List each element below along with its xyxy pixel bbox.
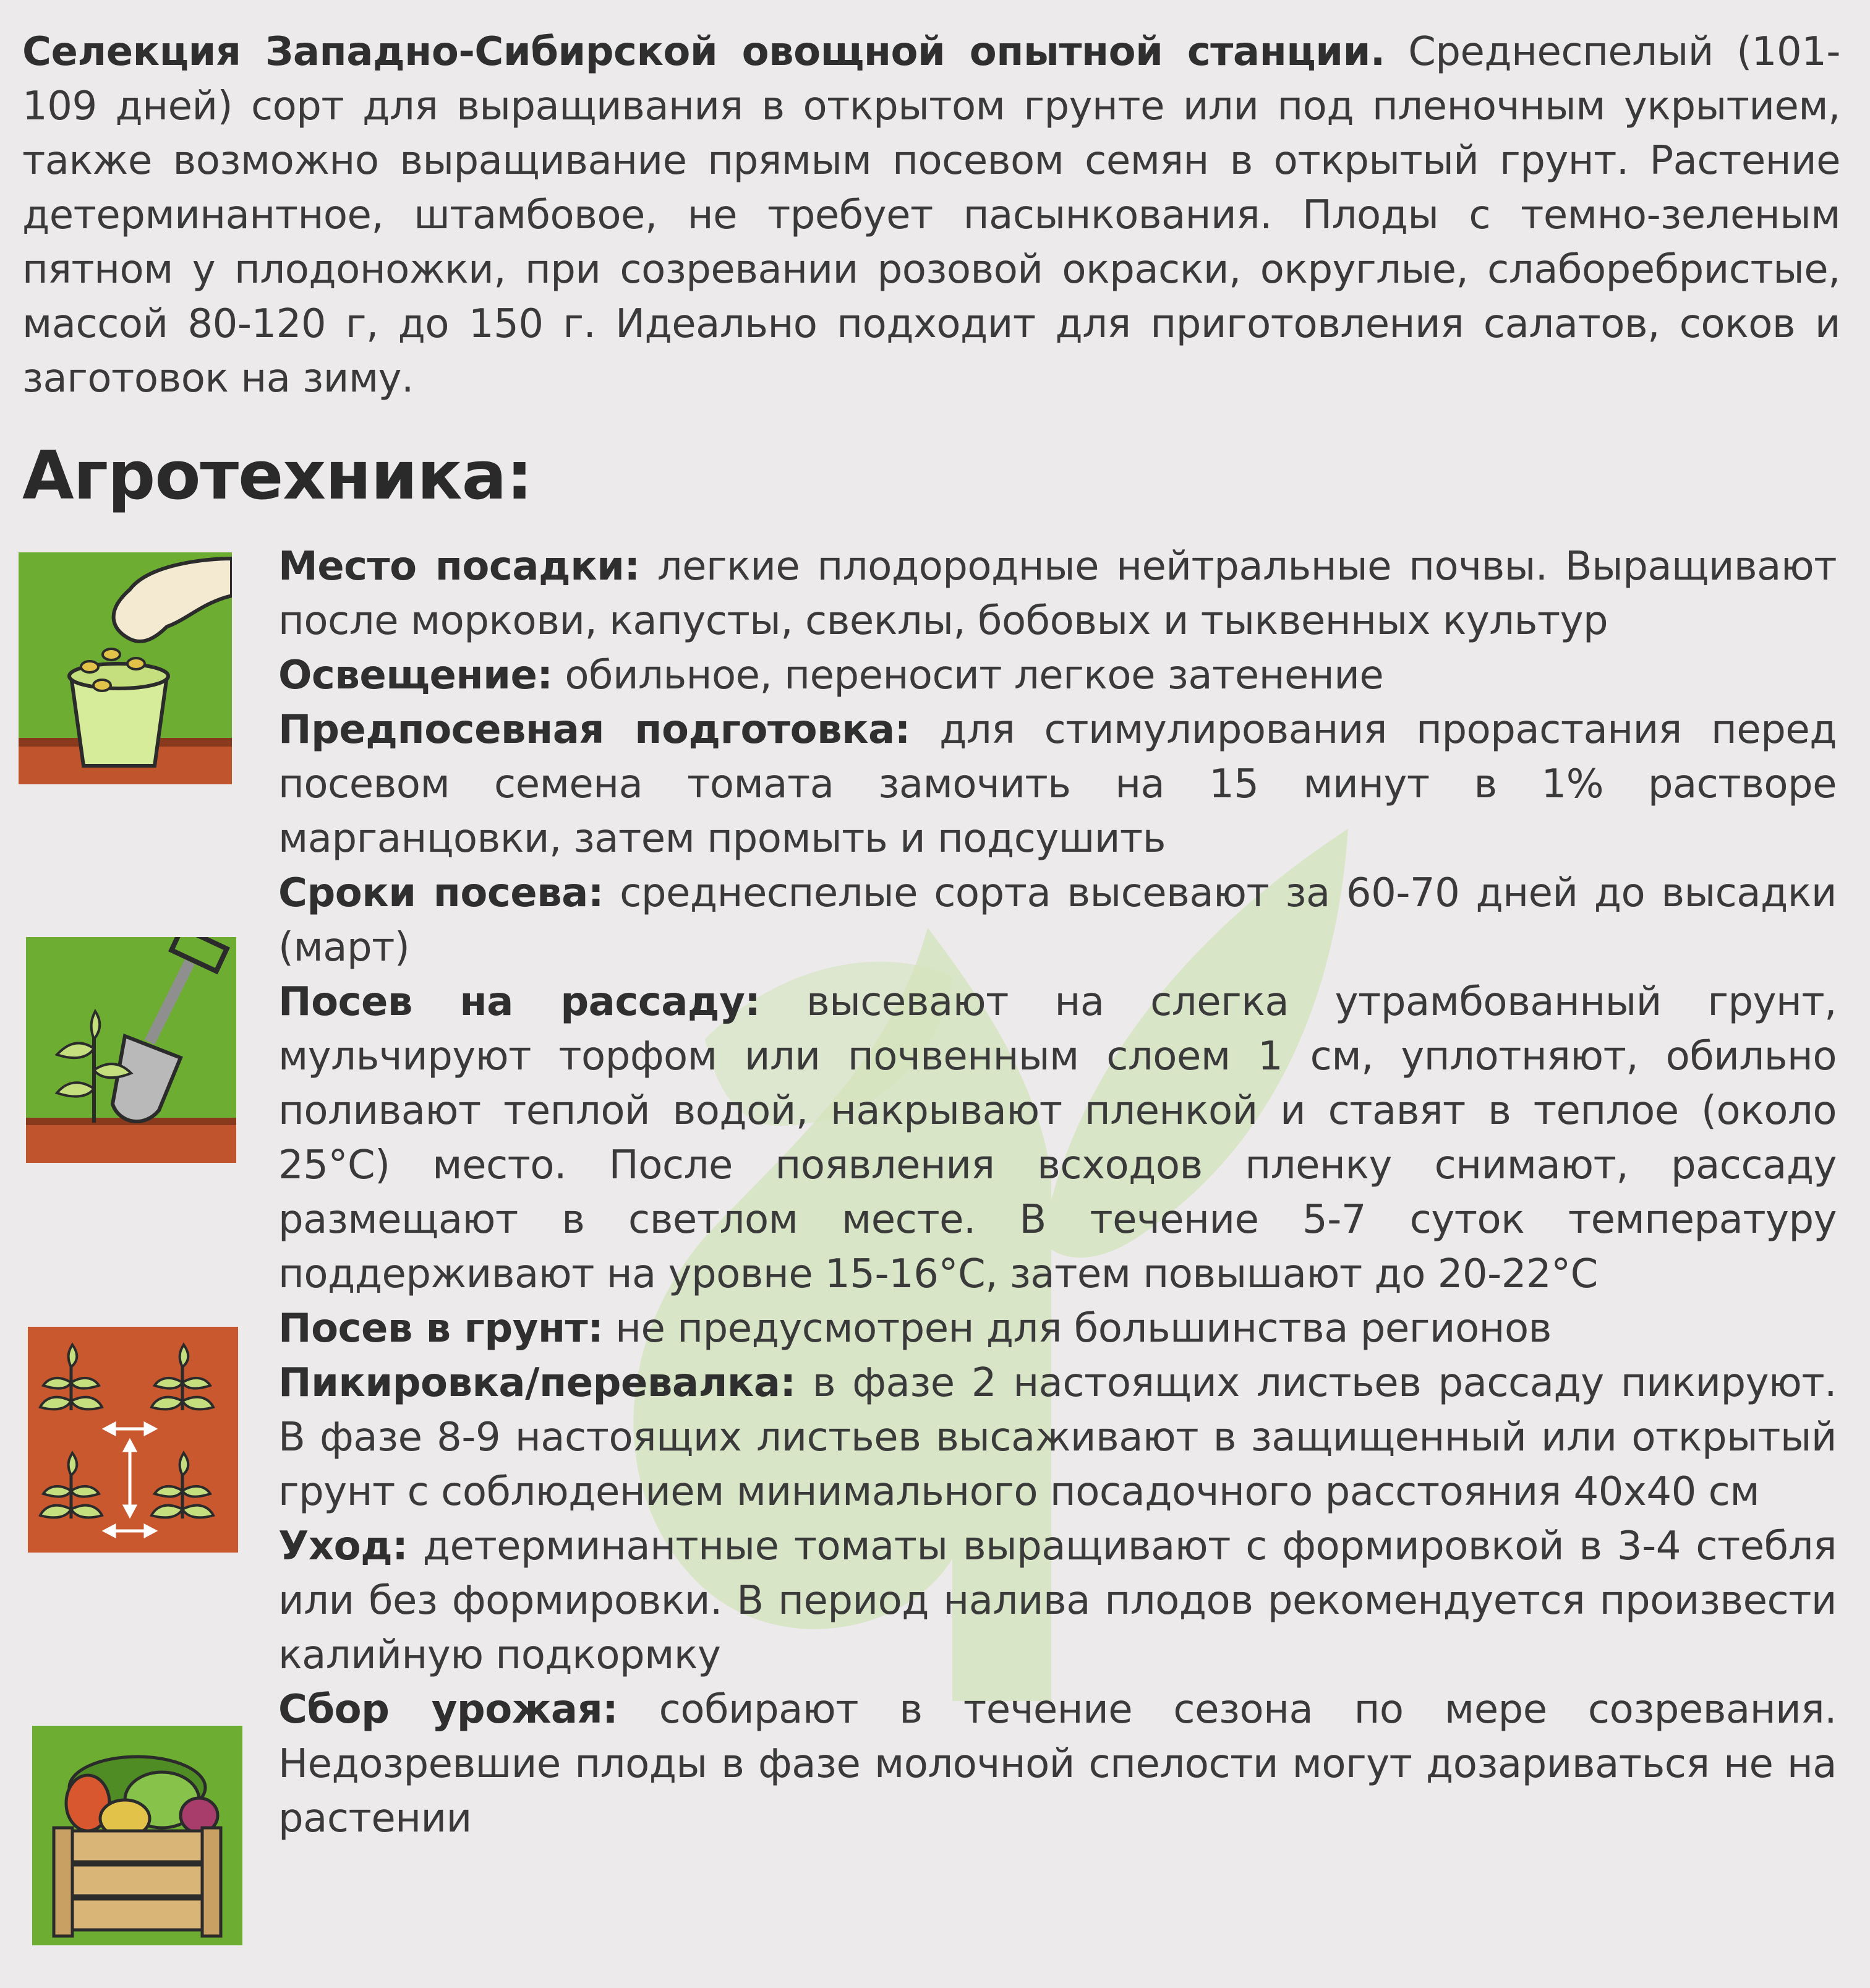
item-text: в фазе 2 настоящих листьев рассаду пикируют. В фазе 8-9 настоящих листьев высаживают в защищенный или открытый грунт с соблюдением минимального посадочного расстояния 40х40 см xyxy=(278,1360,1837,1515)
item-label: Сроки посева: xyxy=(278,870,604,916)
item-label: Место посадки: xyxy=(278,544,640,589)
list-item-planting-site xyxy=(278,539,1837,648)
item-text: для стимулирования прорастания перед посевом семена томата замочить на 15 минут в 1% растворе марганцовки, затем промыть и подсушить xyxy=(278,707,1837,862)
list-item-care xyxy=(278,1519,1837,1682)
plant-spacing-icon xyxy=(28,1327,238,1553)
intro-lead: Селекция Западно-Сибирской овощной опытной станции. xyxy=(22,29,1385,75)
vegetable-crate-icon xyxy=(32,1726,242,1945)
list-item-lighting xyxy=(278,648,1837,703)
item-text: высевают на слегка утрамбованный грунт, мульчируют торфом или почвенным слоем 1 см, уплотняют, обильно поливают теплой водой, накрывают пленкой и ставят в теплое (около 25°С) место. После появления всходов пленку снимают, рассаду размещают в светлом месте. В течение 5-7 суток температуру поддерживают на уровне 15-16°С, затем повышают до 20-22°С xyxy=(278,979,1837,1297)
list-item-pricking-out xyxy=(278,1356,1837,1519)
item-label: Освещение: xyxy=(278,653,553,698)
list-item-sowing-ground xyxy=(278,1301,1837,1356)
item-label: Уход: xyxy=(278,1523,408,1569)
intro-text: Среднеспелый (101-109 дней) сорт для выращивания в открытом грунте или под пленочным укрытием, также возможно выращивание прямым посевом семян в открытый грунт. Растение детерминантное, штамбовое, не требует пасынкования. Плоды с темно-зеленым пятном у плодоножки, при созревании розовой окраски, округлые, слаборебристые, массой 80-120 г, до 150 г. Идеально подходит для приготовления салатов, соков и заготовок на зиму. xyxy=(22,29,1841,401)
item-text: детерминантные томаты выращивают с формировкой в 3-4 стебля или без формировки. В период налива плодов рекомендуется произвести калийную подкормку xyxy=(278,1523,1837,1678)
item-text: собирают в течение сезона по мере созревания. Недозревшие плоды в фазе молочной спелости могут дозариваться не на растении xyxy=(278,1687,1837,1841)
item-text: легкие плодородные нейтральные почвы. Выращивают после моркови, капусты, свеклы, бобовых и тыквенных культур xyxy=(278,544,1837,644)
agrotechnics-heading: Агротехника: xyxy=(22,437,532,515)
item-text: не предусмотрен для большинства регионов xyxy=(615,1306,1552,1352)
list-item-presowing-preparation xyxy=(278,703,1837,866)
list-item-sowing-dates xyxy=(278,866,1837,975)
item-label: Предпосевная подготовка: xyxy=(278,707,910,753)
item-label: Пикировка/перевалка: xyxy=(278,1360,796,1406)
list-item-sowing-seedlings xyxy=(278,975,1837,1301)
hand-planting-seeds-icon xyxy=(19,552,232,784)
item-label: Посев на рассаду: xyxy=(278,979,761,1025)
list-item-harvest xyxy=(278,1682,1837,1846)
item-text: обильное, переносит легкое затенение xyxy=(565,653,1384,698)
item-label: Сбор урожая: xyxy=(278,1687,618,1733)
item-text: среднеспелые сорта высевают за 60-70 дней до высадки (март) xyxy=(278,870,1837,970)
shovel-seedling-icon xyxy=(26,937,236,1163)
agrotechnics-list xyxy=(278,539,1837,1846)
item-label: Посев в грунт: xyxy=(278,1306,604,1352)
variety-description xyxy=(22,25,1840,406)
